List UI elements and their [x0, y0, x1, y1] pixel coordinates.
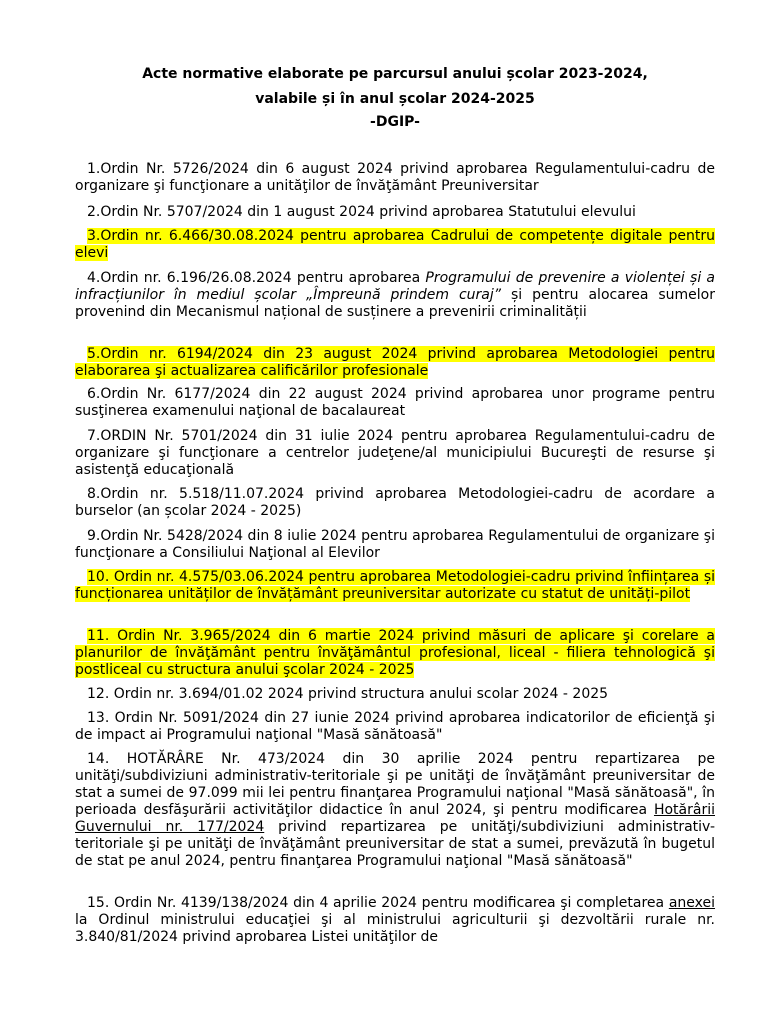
item-number: 2. [87, 204, 101, 220]
list-item [75, 710, 715, 744]
item-text: Ordin nr. 4.575/03.06.2024 pentru aprobarea Metodologiei-cadru privind înființarea și funcționarea unităților de învățământ preuniversitar autorizate cu statut de unități-pilot [75, 569, 716, 602]
document-title-line-2: valabile și în anul școlar 2024-2025 [255, 91, 535, 107]
item-number: 9. [87, 528, 101, 544]
document-title-line-1: Acte normative elaborate pe parcursul anului școlar 2023-2024, [142, 66, 648, 82]
item-text: Ordin nr. 6.466/30.08.2024 pentru aprobarea Cadrului de competențe digitale pentru elevi [75, 228, 715, 261]
item-text: Ordin Nr. 5091/2024 din 27 iunie 2024 privind aprobarea indicatorilor de eficienţă şi de impact ai Programului naţional "Masă sănătoasă" [75, 710, 716, 743]
item-number: 3. [87, 228, 101, 244]
item-text: Ordin Nr. 5707/2024 din 1 august 2024 privind aprobarea Statutului elevului [100, 204, 636, 220]
item-link-underlined[interactable]: Hotărârii Guvernului nr. 177/2024 [75, 802, 715, 835]
item-text: Ordin nr. 3.694/01.02 2024 privind structura anului scolar 2024 - 2025 [113, 686, 609, 702]
document-title-line-3: -DGIP- [370, 114, 420, 130]
item-text: Ordin nr. 6194/2024 din 23 august 2024 privind aprobarea Metodologiei pentru elaborarea şi actualizarea calificărilor profesionale [75, 346, 715, 379]
list-item [75, 270, 715, 321]
list-item [75, 428, 715, 479]
item-number: 1. [87, 161, 101, 177]
item-text: ORDIN Nr. 5701/2024 din 31 iulie 2024 pentru aprobarea Regulamentului-cadru de organizare şi funcţionare a centrelor judeţene/al municipiului Bucureşti de resurse şi asistenţă educaţională [75, 428, 715, 478]
list-item [75, 204, 715, 221]
list-item [75, 895, 715, 946]
item-text-end: privind repartizarea pe unităţi/subdiviziuni administrativ-teritoriale şi pe unităţi de învăţământ preuniversitar de stat a sumei, prevăzută în bugetul de stat pe anul 2024, pentru finanţarea Programului naţional "Masă sănătoasă" [75, 819, 715, 869]
item-text-start: Ordin nr. 6.196/26.08.2024 pentru aprobarea [100, 270, 426, 286]
item-text: Ordin Nr. 5428/2024 din 8 iulie 2024 pentru aprobarea Regulamentului de organizare şi funcţionare a Consiliului Naţional al Elevilor [75, 528, 715, 561]
list-item [75, 346, 715, 380]
list-item [75, 528, 715, 562]
item-link-underlined[interactable]: anexei [668, 895, 716, 911]
item-number: 4. [87, 270, 101, 286]
item-number: 14. [87, 751, 110, 767]
item-text-start: HOTĂRÂRE Nr. 473/2024 din 30 aprilie 2024 pentru repartizarea pe unităţi/subdiviziuni administrativ-teritoriale şi pe unităţi de învăţământ preuniversitar de stat a sumei de 97.099 mii lei pentru finanţarea Programului naţional "Masă sănătoasă", în perioada desfăşurării activităţilor didactice în anul 2024, şi pentru modificarea [75, 751, 715, 818]
item-number: 13. [87, 710, 110, 726]
list-item [75, 569, 715, 603]
item-text: Ordin nr. 5.518/11.07.2024 privind aprobarea Metodologiei-cadru de acordare a burselor (an școlar 2024 - 2025) [75, 486, 715, 519]
list-item [75, 628, 715, 679]
item-text: Ordin Nr. 6177/2024 din 22 august 2024 privind aprobarea unor programe pentru susţinerea examenului naţional de bacalaureat [75, 386, 715, 419]
list-item [75, 228, 715, 262]
item-number: 11. [87, 628, 110, 644]
item-text-italic: Programului de prevenire a violenței și a infracțiunilor în mediul școlar „Împreună prindem curaj” [75, 270, 715, 303]
item-number: 10. [87, 569, 110, 585]
list-item [75, 751, 715, 870]
item-number: 5. [87, 346, 101, 362]
list-item [75, 161, 715, 195]
item-text-end: și pentru alocarea sumelor provenind din Mecanismul național de susținere a prevenirii criminalității [75, 287, 715, 320]
item-text: Ordin Nr. 3.965/2024 din 6 martie 2024 privind măsuri de aplicare şi corelare a planurilor de învăţământ pentru învăţământul profesional, liceal - filiera tehnologică şi postliceal cu structura anului şcolar 2024 - 2025 [75, 628, 716, 678]
item-text: Ordin Nr. 5726/2024 din 6 august 2024 privind aprobarea Regulamentului-cadru de organizare şi funcţionare a unităţilor de învăţământ Preuniversitar [75, 161, 715, 194]
item-number: 6. [87, 386, 101, 402]
item-number: 8. [87, 486, 101, 502]
list-item [75, 486, 715, 520]
item-text-start: Ordin Nr. 4139/138/2024 din 4 aprilie 2024 pentru modificarea şi completarea [113, 895, 669, 911]
list-item [75, 386, 715, 420]
list-item [75, 686, 715, 703]
item-number: 7. [87, 428, 101, 444]
item-number: 15. [87, 895, 110, 911]
item-number: 12. [87, 686, 110, 702]
item-text-end: la Ordinul ministrului educaţiei şi al ministrului agriculturii şi dezvoltării rurale nr. 3.840/81/2024 privind aprobarea Listei unităţilor de [75, 912, 715, 945]
